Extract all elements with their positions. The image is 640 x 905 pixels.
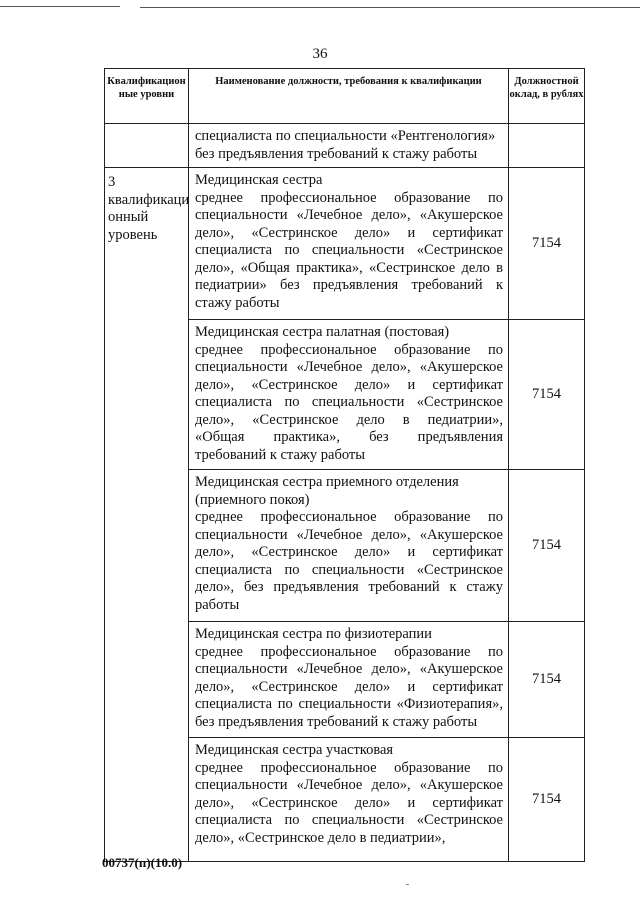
- salary-cell: 7154: [509, 622, 585, 738]
- position-line: специалиста по специальности «Рентгенология»: [195, 128, 496, 144]
- position-line: дело», «Сестринское дело» и сертификат: [195, 376, 503, 393]
- page-number: 36: [312, 46, 328, 62]
- position-line: Медицинская сестра участковая: [195, 742, 394, 758]
- position-line: специальности «Лечебное дело», «Акушерское: [195, 207, 503, 223]
- table-row: [105, 168, 585, 320]
- salary-cell: 7154: [509, 738, 585, 862]
- position-line: дело», «Сестринское дело» и сертификат: [195, 794, 503, 811]
- position-line: Медицинская сестра приемного отделения: [195, 474, 459, 490]
- position-line: дело», «Общая практика», «Сестринское дело в: [195, 259, 503, 276]
- salary-cell: 7154: [509, 470, 585, 622]
- position-line: специалиста по специальности «Сестринское: [195, 561, 503, 578]
- position-line: стажу работы: [195, 294, 280, 311]
- position-line: без предъявления требований к стажу работы: [195, 145, 478, 162]
- position-cell: [189, 320, 509, 470]
- position-line: дело», без предъявления требований к стажу: [195, 579, 503, 595]
- position-line: Медицинская сестра по физиотерапии: [195, 626, 432, 642]
- scan-edge-line-right: [140, 7, 640, 8]
- position-line: дело», «Сестринское дело в педиатрии»,: [195, 411, 503, 428]
- position-line: специалиста по специальности «Сестринское: [195, 242, 503, 258]
- position-line: специалиста по специальности «Сестринское: [195, 394, 503, 410]
- position-text: [189, 738, 508, 851]
- salary-cell: 7154: [509, 320, 585, 470]
- position-line: специальности «Лечебное дело», «Акушерское: [195, 526, 503, 543]
- scan-edge-line-left: [0, 6, 120, 7]
- position-line: среднее профессиональное образование по: [195, 509, 503, 525]
- position-cell: [189, 470, 509, 622]
- position-cell: [189, 738, 509, 862]
- position-text: [189, 124, 508, 167]
- position-line: специалиста по специальности «Сестринское: [195, 812, 503, 828]
- level-cell-3: [105, 168, 189, 862]
- position-line: дело», «Сестринское дело» и сертификат: [195, 224, 503, 241]
- position-text: [189, 320, 508, 468]
- position-line: среднее профессиональное образование по: [195, 189, 503, 206]
- position-line: без предъявления требований к стажу работы: [195, 713, 478, 730]
- position-line: дело», «Сестринское дело в педиатрии»,: [195, 829, 446, 846]
- table-row: [105, 124, 585, 168]
- position-line: педиатрии» без предъявления требований к: [195, 277, 503, 293]
- position-line: дело», «Сестринское дело» и сертификат: [195, 544, 503, 560]
- qualification-table: [104, 68, 585, 862]
- position-text: [189, 470, 508, 618]
- header-qualification-levels: Квалификацион ные уровни: [105, 69, 189, 124]
- salary-cell: [509, 124, 585, 168]
- position-line: работы: [195, 596, 240, 613]
- position-cell: [189, 622, 509, 738]
- position-line: специальности «Лечебное дело», «Акушерское: [195, 359, 503, 375]
- level-cell-continued: [105, 124, 189, 168]
- scan-speck: [406, 884, 409, 885]
- header-position-requirements: Наименование должности, требования к квалификации: [189, 69, 509, 124]
- position-line: специалиста по специальности «Физиотерапия»,: [195, 696, 503, 712]
- position-cell: [189, 124, 509, 168]
- position-line: Медицинская сестра: [195, 172, 323, 188]
- position-line: специальности «Лечебное дело», «Акушерское: [195, 777, 503, 793]
- level-line: 3: [108, 174, 116, 190]
- position-line: Медицинская сестра палатная (постовая): [195, 324, 450, 340]
- position-line: специальности «Лечебное дело», «Акушерское: [195, 661, 503, 677]
- position-line: «Общая практика», без предъявления: [195, 429, 503, 445]
- document-footer-code: 00737(п)(10.0): [102, 855, 183, 870]
- position-line: среднее профессиональное образование по: [195, 341, 503, 358]
- position-line: (приемного покоя): [195, 491, 310, 508]
- position-text: [189, 622, 508, 735]
- position-line: среднее профессиональное образование по: [195, 643, 503, 660]
- header-salary: Должностной оклад, в рублях: [509, 69, 585, 124]
- level-line: уровень: [108, 226, 158, 243]
- position-line: дело», «Сестринское дело» и сертификат: [195, 678, 503, 695]
- level-line: онный: [108, 209, 149, 225]
- salary-cell: 7154: [509, 168, 585, 320]
- position-line: требований к стажу работы: [195, 446, 365, 463]
- table-header-row: [105, 69, 585, 124]
- position-line: среднее профессиональное образование по: [195, 759, 503, 776]
- position-cell: [189, 168, 509, 320]
- position-text: [189, 168, 508, 316]
- level-line: квалификаци: [108, 191, 190, 208]
